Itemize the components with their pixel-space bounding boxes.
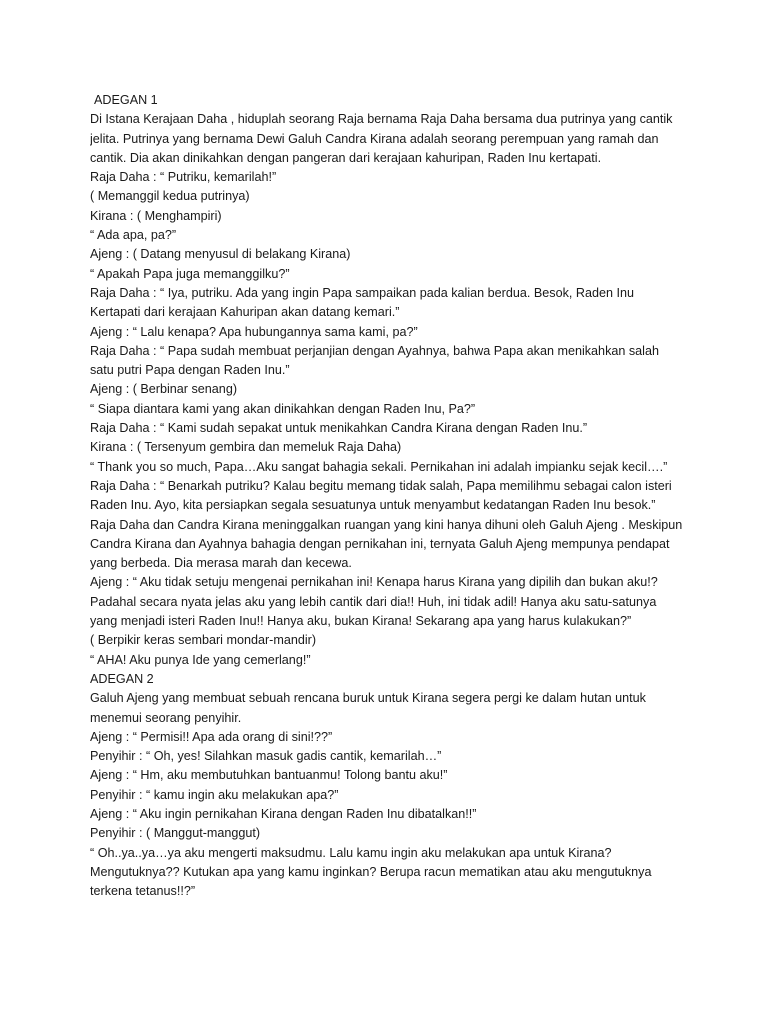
- dialogue-line: Padahal secara nyata jelas aku yang lebih cantik dari dia!! Huh, ini tidak adil! Hanya aku satu-satunya: [90, 594, 657, 609]
- dialogue-line: Ajeng : “ Aku ingin pernikahan Kirana dengan Raden Inu dibatalkan!!”: [90, 806, 477, 821]
- dialogue-line: terkena tetanus!!?”: [90, 884, 196, 899]
- paragraph-line: Di Istana Kerajaan Daha , hiduplah seorang Raja bernama Raja Daha bersama dua putrinya yang cantik: [90, 112, 673, 127]
- stage-direction-line: ( Memanggil kedua putrinya): [90, 189, 250, 204]
- paragraph-line: menemui seorang penyihir.: [90, 710, 242, 725]
- dialogue-line: “ Thank you so much, Papa…Aku sangat bahagia sekali. Pernikahan ini adalah impianku sejak kecil….”: [90, 459, 668, 474]
- dialogue-line: yang menjadi isteri Raden Inu!! Hanya aku, bukan Kirana! Sekarang apa yang harus kulakukan?”: [90, 614, 632, 629]
- dialogue-line: “ Ada apa, pa?”: [90, 228, 177, 243]
- paragraph-line: Candra Kirana dan Ayahnya bahagia dengan pernikahan ini, ternyata Galuh Ajeng mempunya pendapat: [90, 536, 670, 551]
- dialogue-line: Ajeng : “ Hm, aku membutuhkan bantuanmu! Tolong bantu aku!”: [90, 768, 448, 783]
- dialogue-line: “ Siapa diantara kami yang akan dinikahkan dengan Raden Inu, Pa?”: [90, 401, 476, 416]
- dialogue-line: Ajeng : “ Permisi!! Apa ada orang di sini!??”: [90, 729, 333, 744]
- dialogue-line: “ Apakah Papa juga memanggilku?”: [90, 266, 290, 281]
- dialogue-line: Ajeng : ( Datang menyusul di belakang Kirana): [90, 247, 351, 262]
- dialogue-line: Raja Daha : “ Papa sudah membuat perjanjian dengan Ayahnya, bahwa Papa akan menikahkan salah: [90, 343, 659, 358]
- dialogue-line: Kirana : ( Menghampiri): [90, 208, 222, 223]
- paragraph-line: cantik. Dia akan dinikahkan dengan pangeran dari kerajaan kahuripan, Raden Inu kertapati.: [90, 150, 602, 165]
- dialogue-line: Ajeng : ( Berbinar senang): [90, 382, 238, 397]
- stage-direction-line: ( Berpikir keras sembari mondar-mandir): [90, 633, 317, 648]
- paragraph-line: Raja Daha dan Candra Kirana meninggalkan ruangan yang kini hanya dihuni oleh Galuh Ajeng . Meskipun: [90, 517, 683, 532]
- dialogue-line: Raja Daha : “ Benarkah putriku? Kalau begitu memang tidak salah, Papa memilihmu sebagai calon isteri: [90, 478, 672, 493]
- dialogue-line: “ Oh..ya..ya…ya aku mengerti maksudmu. Lalu kamu ingin aku melakukan apa untuk Kirana?: [90, 845, 612, 860]
- script-text: [90, 91, 730, 901]
- dialogue-line: Kertapati dari kerajaan Kahuripan akan datang kemari.”: [90, 305, 400, 320]
- dialogue-line: Mengutuknya?? Kutukan apa yang kamu inginkan? Berupa racun mematikan atau aku mengutuknya: [90, 864, 652, 879]
- dialogue-line: Penyihir : “ kamu ingin aku melakukan apa?”: [90, 787, 339, 802]
- dialogue-line: satu putri Papa dengan Raden Inu.”: [90, 363, 290, 378]
- paragraph-line: yang berbeda. Dia merasa marah dan kecewa.: [90, 556, 352, 571]
- dialogue-line: Kirana : ( Tersenyum gembira dan memeluk Raja Daha): [90, 440, 402, 455]
- dialogue-line: Raden Inu. Ayo, kita persiapkan segala sesuatunya untuk menyambut kedatangan Raden Inu besok.”: [90, 498, 656, 513]
- scene-heading-1: ADEGAN 1: [94, 93, 158, 107]
- paragraph-line: jelita. Putrinya yang bernama Dewi Galuh Candra Kirana adalah seorang perempuan yang ramah dan: [90, 131, 659, 146]
- scene-heading-2: ADEGAN 2: [90, 671, 154, 686]
- dialogue-line: Ajeng : “ Lalu kenapa? Apa hubungannya sama kami, pa?”: [90, 324, 418, 339]
- dialogue-line: Penyihir : “ Oh, yes! Silahkan masuk gadis cantik, kemarilah…”: [90, 749, 442, 764]
- paragraph-line: Galuh Ajeng yang membuat sebuah rencana buruk untuk Kirana segera pergi ke dalam hutan untuk: [90, 691, 646, 706]
- dialogue-line: “ AHA! Aku punya Ide yang cemerlang!”: [90, 652, 311, 667]
- dialogue-line: Raja Daha : “ Kami sudah sepakat untuk menikahkan Candra Kirana dengan Raden Inu.”: [90, 421, 588, 436]
- dialogue-line: Raja Daha : “ Putriku, kemarilah!”: [90, 170, 277, 185]
- dialogue-line: Ajeng : “ Aku tidak setuju mengenai pernikahan ini! Kenapa harus Kirana yang dipilih dan bukan aku!?: [90, 575, 658, 590]
- dialogue-line: Penyihir : ( Manggut-manggut): [90, 826, 261, 841]
- dialogue-line: Raja Daha : “ Iya, putriku. Ada yang ingin Papa sampaikan pada kalian berdua. Besok, Raden Inu: [90, 285, 634, 300]
